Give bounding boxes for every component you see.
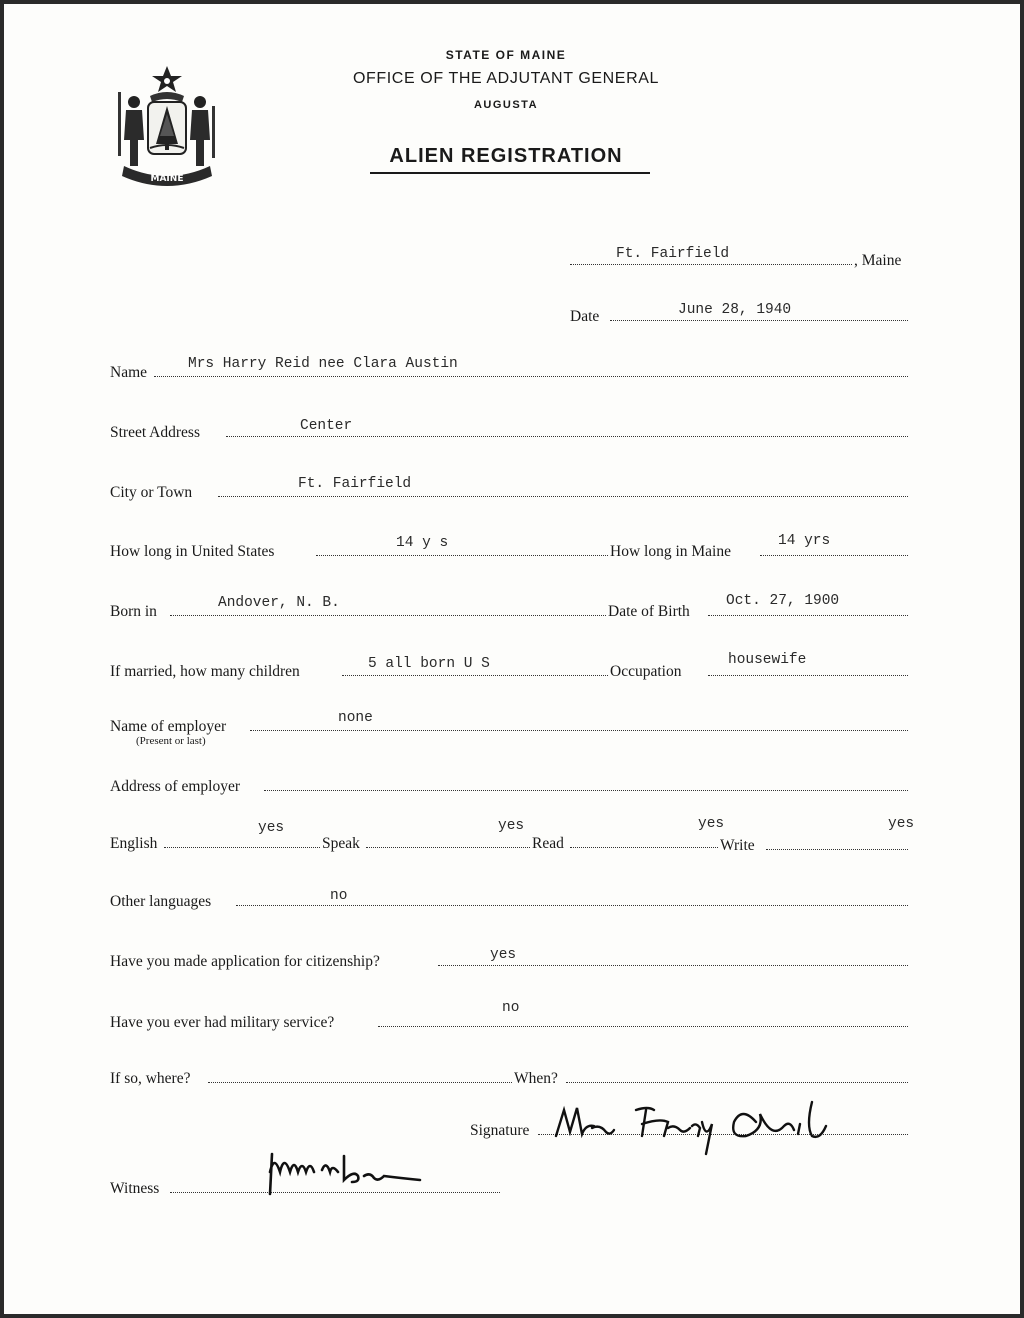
dob-value: Oct. 27, 1900: [726, 593, 840, 609]
how-long-us-value: 14 y s: [396, 535, 449, 551]
citizenship-label: Have you made application for citizenship?: [110, 953, 380, 970]
header-office: OFFICE OF THE ADJUTANT GENERAL: [352, 70, 660, 87]
occupation-value: housewife: [728, 652, 807, 668]
name-value: Mrs Harry Reid nee Clara Austin: [188, 356, 458, 372]
header-state: STATE OF MAINE: [445, 48, 567, 62]
other-languages-value: no: [330, 888, 348, 904]
where-line: [208, 1082, 512, 1083]
dob-label: Date of Birth: [608, 603, 690, 620]
write-value: yes: [888, 816, 915, 832]
date-value: June 28, 1940: [678, 302, 792, 318]
where-label: If so, where?: [110, 1070, 191, 1087]
signature-label: Signature: [470, 1122, 530, 1139]
occupation-line: [708, 675, 908, 676]
born-in-line: [170, 615, 606, 616]
write-label: Write: [720, 837, 755, 854]
place-line: [570, 264, 852, 265]
military-line: [378, 1026, 908, 1027]
read-line: [570, 847, 718, 848]
write-line: [766, 849, 908, 850]
name-line: [154, 376, 908, 377]
employer-value: none: [338, 710, 373, 726]
how-long-maine-value: 14 yrs: [778, 533, 831, 549]
city-value: Ft. Fairfield: [298, 476, 412, 492]
seal-ribbon-text: MAINE: [150, 174, 184, 184]
city-line: [218, 496, 908, 497]
header-city: AUGUSTA: [473, 99, 539, 111]
employer-label: Name of employer: [110, 718, 227, 735]
english-line: [164, 847, 320, 848]
how-long-maine-line: [760, 555, 908, 556]
date-line: [610, 320, 908, 321]
how-long-maine-label: How long in Maine: [610, 543, 731, 560]
form-title: ALIEN REGISTRATION: [389, 145, 623, 167]
speak-line: [366, 847, 530, 848]
employer-sublabel: (Present or last): [136, 735, 206, 747]
signature-handwriting: [550, 1096, 850, 1158]
children-label: If married, how many children: [110, 663, 300, 680]
when-line: [566, 1082, 908, 1083]
employer-address-line: [264, 790, 908, 791]
english-label: English: [110, 835, 158, 852]
registration-form: [4, 4, 1020, 1314]
name-label: Name: [110, 364, 148, 381]
read-value: yes: [698, 816, 725, 832]
city-label: City or Town: [110, 484, 193, 501]
children-value: 5 all born U S: [368, 656, 490, 672]
when-label: When?: [514, 1070, 558, 1087]
read-label: Read: [532, 835, 564, 852]
street-line: [226, 436, 908, 437]
born-in-label: Born in: [110, 603, 157, 620]
speak-label: Speak: [322, 835, 360, 852]
military-label: Have you ever had military service?: [110, 1014, 335, 1031]
military-value: no: [502, 1000, 520, 1016]
english-value: yes: [258, 820, 285, 836]
dob-line: [708, 615, 908, 616]
speak-value: yes: [498, 818, 525, 834]
citizenship-value: yes: [490, 947, 517, 963]
witness-handwriting: [260, 1142, 430, 1198]
date-label: Date: [570, 308, 600, 325]
employer-address-label: Address of employer: [110, 778, 240, 795]
place-suffix: , Maine: [854, 252, 902, 269]
street-label: Street Address: [110, 424, 200, 441]
how-long-us-label: How long in United States: [110, 543, 275, 560]
how-long-us-line: [316, 555, 608, 556]
other-languages-label: Other languages: [110, 893, 212, 910]
title-underline: [370, 172, 650, 174]
street-value: Center: [300, 418, 353, 434]
citizenship-line: [438, 965, 908, 966]
employer-line: [250, 730, 908, 731]
place-value: Ft. Fairfield: [616, 246, 730, 262]
children-line: [342, 675, 608, 676]
witness-label: Witness: [110, 1180, 160, 1197]
occupation-label: Occupation: [610, 663, 682, 680]
born-in-value: Andover, N. B.: [218, 595, 340, 611]
other-languages-line: [236, 905, 908, 906]
